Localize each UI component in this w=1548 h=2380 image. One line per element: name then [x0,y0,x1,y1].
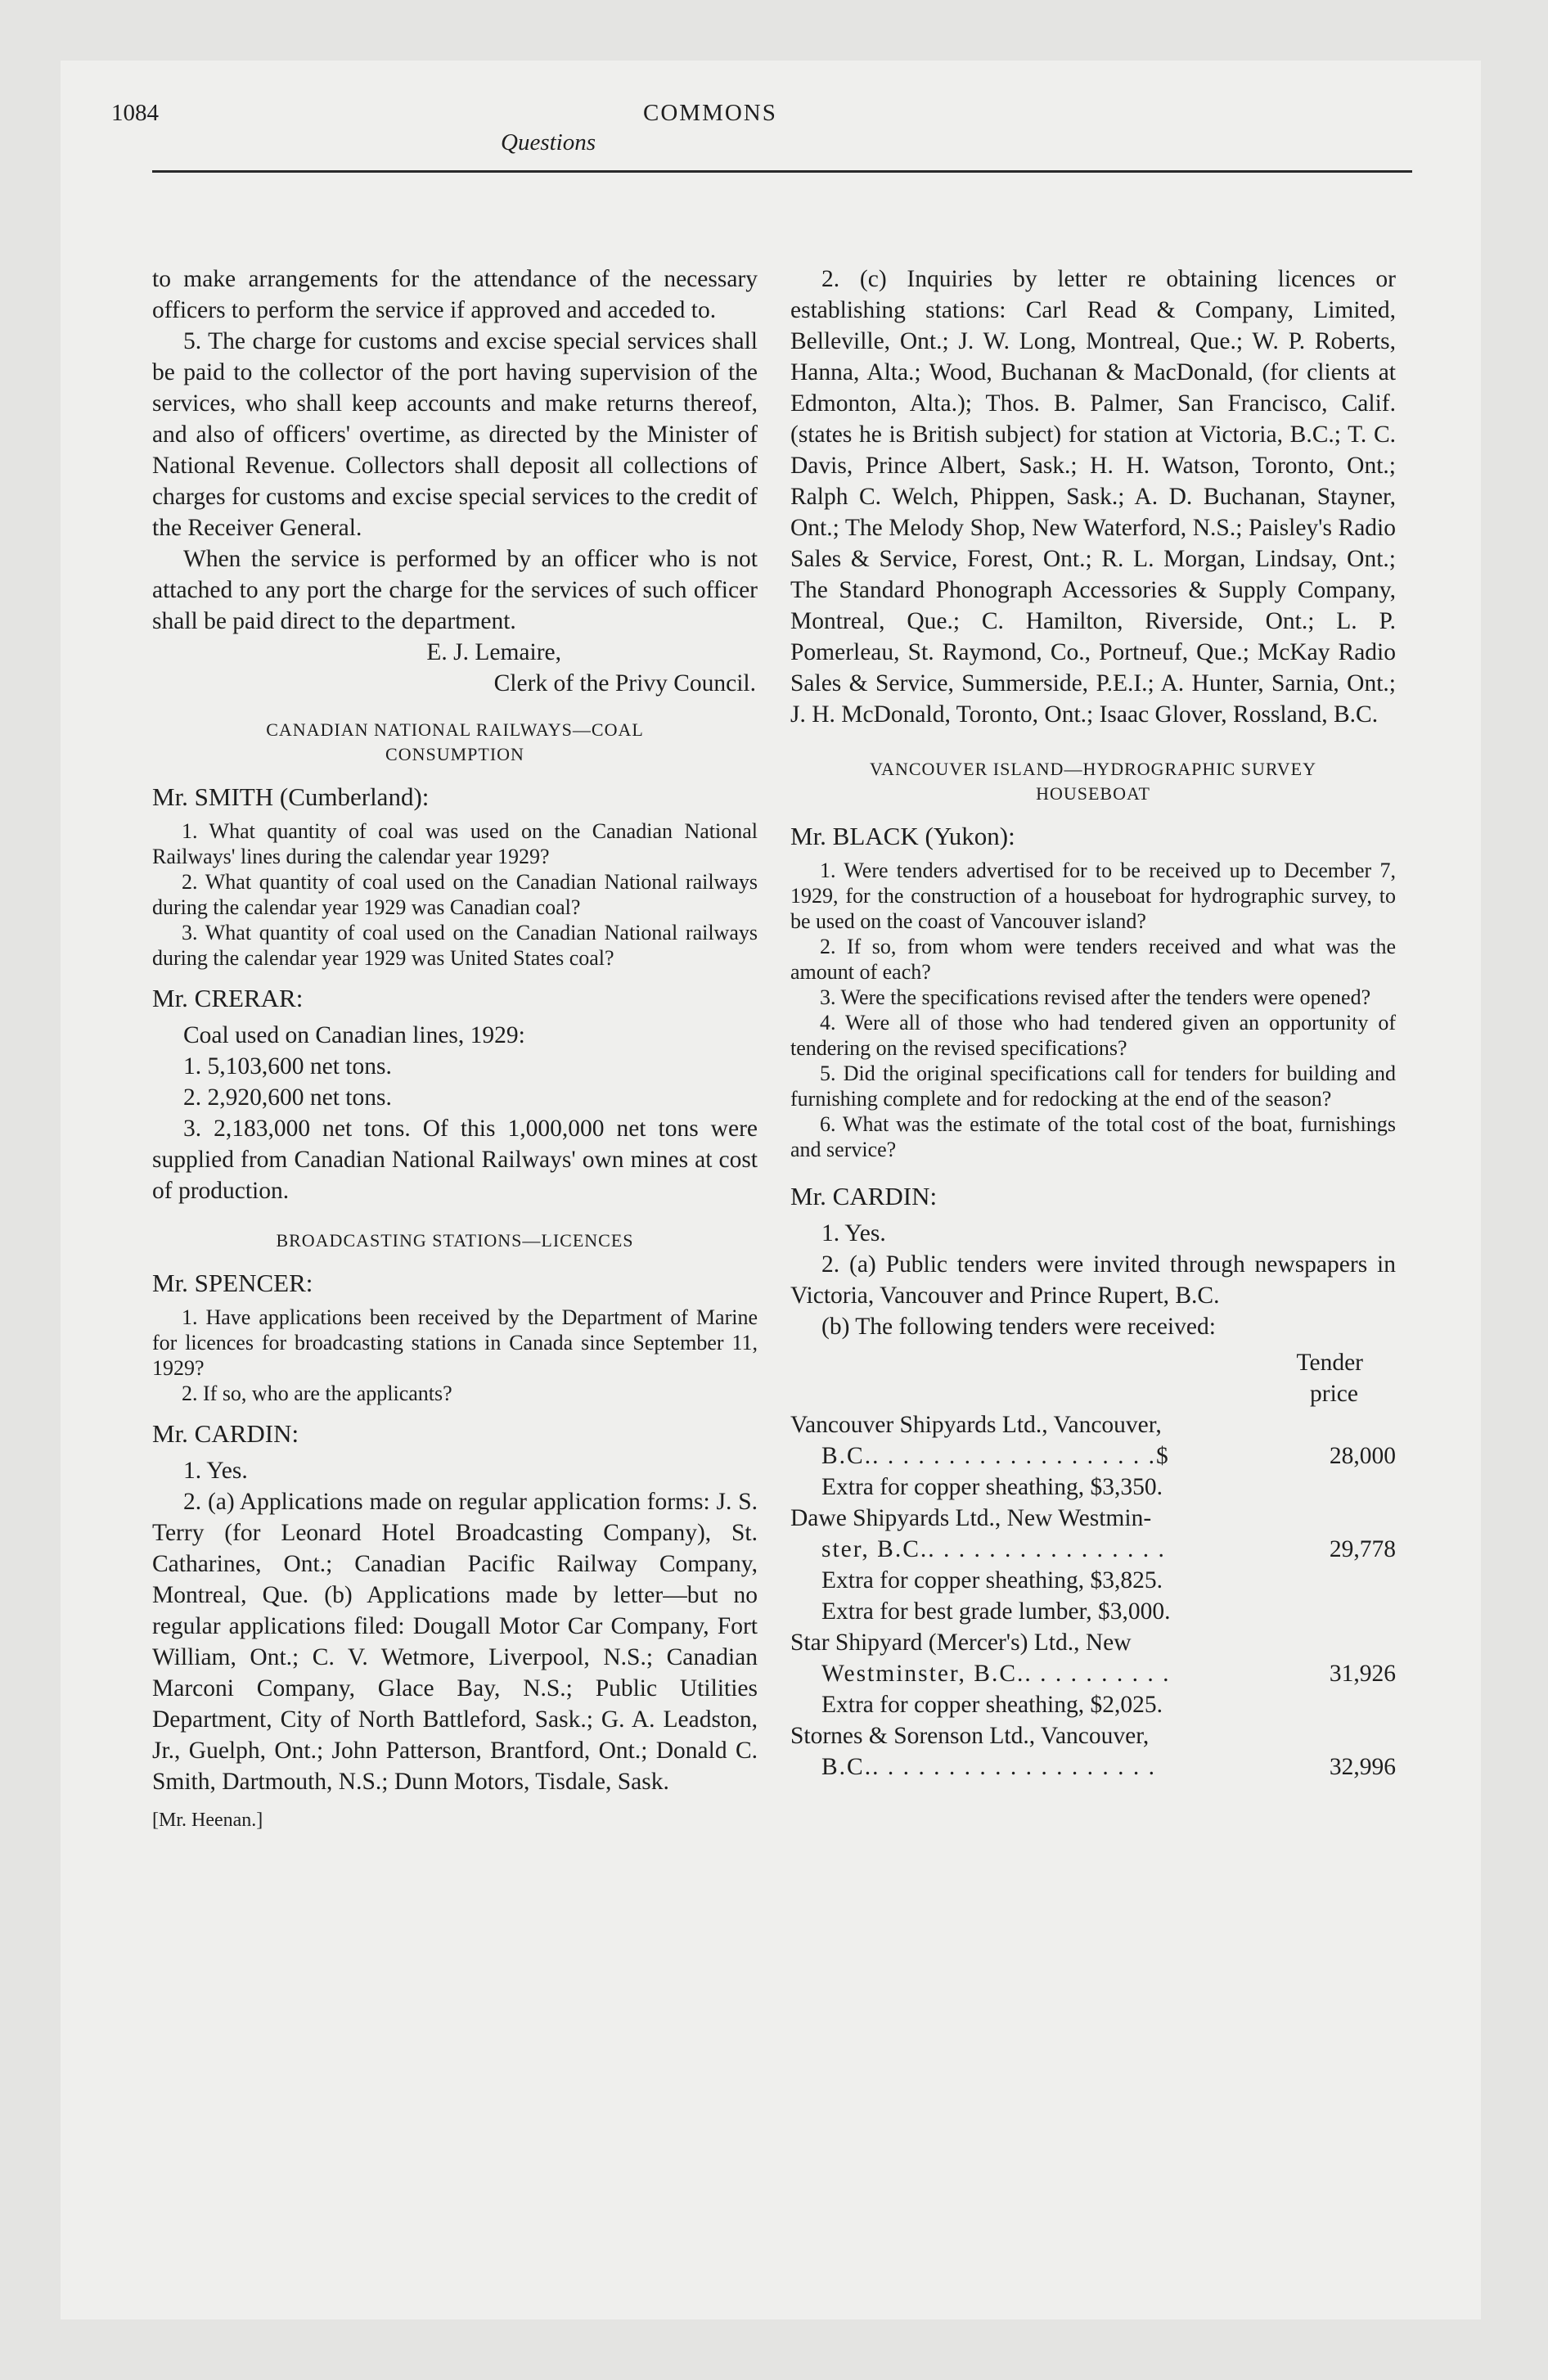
tender-price: 28,000 [1329,1443,1396,1469]
section-heading-line: VANCOUVER ISLAND—HYDROGRAPHIC SURVEY [870,759,1316,779]
tender-column-header [790,1347,1396,1409]
tender-name: B.C.. . . . . . . . . . . . . . . . . . .$ [821,1443,1170,1469]
tender-name: ster, B.C.. . . . . . . . . . . . . . . . [821,1536,1166,1562]
section-heading-line: CONSUMPTION [385,744,524,764]
answer: 1. Yes. [821,1220,886,1246]
question: 5. Did the original specifications call for tenders for building and furnishing complete and for redocking at the end of the season? [790,1062,1396,1111]
tender-name-row [790,1409,1396,1440]
tender-name-row [790,1627,1396,1658]
paragraph: 2. (c) Inquiries by letter re obtaining licences or establishing stations: Carl Read & Company, Limited, Belleville, Ont.; J. W. Long, Montreal, Que.; W. P. Roberts, Hanna, Alta.; Wood, Buchanan & MacDonald, (for clients at Edmonton, Alta.); Thos. B. Palmer, San Francisco, Calif. (states he is British subject) for station at Victoria, B.C.; T. C. Davis, Prince Albert, Sask.; H. H. Watson, Toronto, Ont.; Ralph C. Welch, Phippen, Sask.; A. D. Buchanan, Stayner, Ont.; The Melody Shop, New Waterford, N.S.; Paisley's Radio Sales & Service, Forest, Ont.; R. L. Morgan, Lindsay, Ont.; The Standard Phonograph Accessories & Supply Company, Montreal, Que.; C. Hamilton, Riverside, Ont.; L. P. Pomerleau, St. Raymond, Co., Portneuf, Que.; McKay Radio Sales & Service, Summerside, P.E.I.; A. Hunter, Sarnia, Ont.; J. H. McDonald, Toronto, Ont.; Isaac Glover, Rossland, B.C. [790,266,1396,728]
question: 2. If so, from whom were tenders received and what was the amount of each? [790,935,1396,984]
answer: 1. 5,103,600 net tons. [183,1053,392,1080]
tender-price: 29,778 [1329,1536,1396,1562]
tender-name: Star Shipyard (Mercer's) Ltd., New [790,1629,1132,1656]
question: 3. What quantity of coal used on the Canadian National railways during the calendar year 1929 was United States coal? [152,921,758,970]
tender-extra: Extra for best grade lumber, $3,000. [821,1598,1171,1625]
section-heading [790,755,1396,809]
speaker-name: Mr. CARDIN: [790,1182,938,1210]
section-heading [152,715,758,769]
answer: Coal used on Canadian lines, 1929: [183,1022,525,1048]
section-subtitle: Questions [501,129,596,156]
tender-name: Vancouver Shipyards Ltd., Vancouver, [790,1412,1162,1438]
tender-row [790,1534,1396,1565]
question: 2. If so, who are the applicants? [182,1382,452,1405]
signature-name: E. J. Lemaire, [426,639,561,665]
section-heading-line: CANADIAN NATIONAL RAILWAYS—COAL [266,719,644,740]
tender-table [790,1409,1396,1783]
question: 1. Have applications been received by the Department of Marine for licences for broadcasting stations in Canada since September 11, 1929? [152,1305,758,1380]
tender-name: B.C.. . . . . . . . . . . . . . . . . . . [821,1754,1156,1780]
speaker-name: Mr. BLACK (Yukon): [790,822,1015,850]
tender-row [790,1658,1396,1689]
tender-header-line: Tender [1296,1350,1363,1376]
tender-name: Westminster, B.C.. . . . . . . . . . [821,1661,1171,1687]
tender-name-row [790,1720,1396,1751]
section-heading: BROADCASTING STATIONS—LICENCES [276,1230,634,1251]
header-rule [152,170,1412,173]
question: 2. What quantity of coal used on the Canadian National railways during the calendar year 1929 was Canadian coal? [152,870,758,919]
tender-extra: Extra for copper sheathing, $2,025. [821,1692,1163,1718]
speaker-name: Mr. CRERAR: [152,984,304,1012]
question: 1. What quantity of coal was used on the Canadian National Railways' lines during the calendar year 1929? [152,819,758,868]
speaker-name: Mr. SMITH (Cumberland): [152,782,430,811]
answer: (b) The following tenders were received: [821,1314,1216,1340]
paragraph: When the service is performed by an officer who is not attached to any port the charge for the services of such officer shall be paid direct to the department. [152,546,758,634]
section-heading-line: HOUSEBOAT [1036,783,1150,804]
tender-name: Stornes & Sorenson Ltd., Vancouver, [790,1723,1150,1749]
tender-row [790,1751,1396,1783]
tender-extra: Extra for copper sheathing, $3,350. [821,1474,1163,1500]
tender-name-row [790,1503,1396,1534]
tender-row [790,1440,1396,1472]
tender-price: 32,996 [1329,1754,1396,1780]
tender-name: Dawe Shipyards Ltd., New Westmin- [790,1505,1152,1531]
paragraph: 5. The charge for customs and excise special services shall be paid to the collector of the port having supervision of the services, who shall keep accounts and make returns thereof, and also of officers' overtime, as directed by the Minister of National Revenue. Collectors shall deposit all collections of charges for customs and excise special services to the credit of the Receiver General. [152,328,758,541]
question: 3. Were the specifications revised after the tenders were opened? [820,985,1371,1009]
tender-header-line: price [1310,1381,1358,1407]
right-column [790,264,1396,1783]
question: 4. Were all of those who had tendered given an opportunity of tendering on the revised specifications? [790,1011,1396,1060]
running-title: COMMONS [643,100,777,126]
answer: 2. 2,920,600 net tons. [183,1084,392,1111]
answer: 1. Yes. [183,1458,248,1484]
answer: 2. (a) Public tenders were invited through newspapers in Victoria, Vancouver and Prince Rupert, B.C. [790,1251,1396,1309]
speaker-name: Mr. CARDIN: [152,1419,299,1448]
answer: 3. 2,183,000 net tons. Of this 1,000,000 net tons were supplied from Canadian National Railways' own mines at cost of production. [152,1116,758,1204]
question: 6. What was the estimate of the total cost of the boat, furnishings and service? [790,1112,1396,1161]
question: 1. Were tenders advertised for to be received up to December 7, 1929, for the construction of a houseboat for hydrographic survey, to be used on the coast of Vancouver island? [790,859,1396,933]
page-number: 1084 [111,100,159,126]
left-column [152,264,758,1833]
speaker-name: Mr. SPENCER: [152,1269,313,1297]
tender-price: 31,926 [1329,1661,1396,1687]
answer: 2. (a) Applications made on regular application forms: J. S. Terry (for Leonard Hotel Broadcasting Company), St. Catharines, Ont.; Canadian Pacific Railway Company, Montreal, Que. (b) Applications made by letter—but no regular applications filed: Dougall Motor Car Company, Fort William, Ont.; C. V. Wetmore, Liverpool, N.S.; Canadian Marconi Company, Glace Bay, N.S.; Public Utilities Department, City of North Battleford, Sask.; G. A. Leadston, Jr., Guelph, Ont.; John Patterson, Brantford, Ont.; Donald C. Smith, Dartmouth, N.S.; Dunn Motors, Tisdale, Sask. [152,1489,758,1795]
tender-extra: Extra for copper sheathing, $3,825. [821,1567,1163,1593]
paragraph: to make arrangements for the attendance of the necessary officers to perform the service if approved and acceded to. [152,266,758,323]
page-footer-note: [Mr. Heenan.] [152,1810,263,1831]
signature-title: Clerk of the Privy Council. [493,670,756,696]
